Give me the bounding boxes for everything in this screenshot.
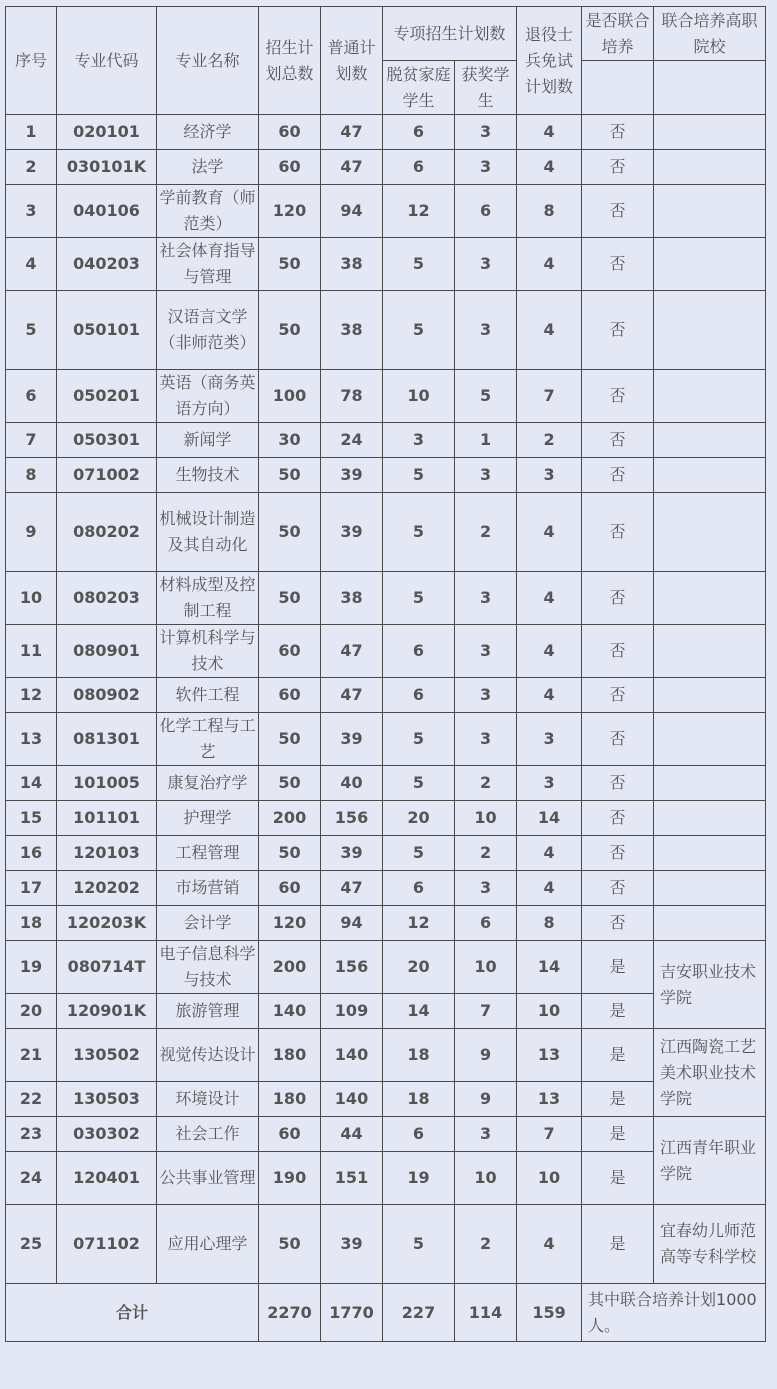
row-general: 140	[321, 1029, 383, 1082]
row-poverty: 5	[383, 238, 455, 291]
row-poverty: 5	[383, 766, 455, 801]
header-partner: 联合培养高职院校	[654, 7, 766, 61]
table-row	[6, 801, 766, 836]
total-label: 合计	[6, 1284, 259, 1342]
row-award: 9	[455, 1082, 517, 1117]
row-poverty: 6	[383, 1117, 455, 1152]
row-code: 020101	[57, 115, 157, 150]
row-total: 50	[259, 836, 321, 871]
row-veteran: 3	[517, 713, 582, 766]
header-total: 招生计划总数	[259, 7, 321, 115]
header-special: 专项招生计划数	[383, 7, 517, 61]
row-award: 10	[455, 801, 517, 836]
row-poverty: 5	[383, 572, 455, 625]
row-poverty: 6	[383, 678, 455, 713]
total-poverty: 227	[383, 1284, 455, 1342]
header-veteran: 退役士兵免试计划数	[517, 7, 582, 115]
row-veteran: 4	[517, 238, 582, 291]
row-veteran: 4	[517, 836, 582, 871]
row-veteran: 3	[517, 766, 582, 801]
row-partner	[654, 871, 766, 906]
row-joint: 是	[582, 1117, 654, 1152]
row-poverty: 5	[383, 836, 455, 871]
row-veteran: 4	[517, 678, 582, 713]
row-award: 3	[455, 713, 517, 766]
row-partner	[654, 625, 766, 678]
row-award: 3	[455, 1117, 517, 1152]
row-partner	[654, 906, 766, 941]
row-poverty: 6	[383, 625, 455, 678]
row-poverty: 19	[383, 1152, 455, 1205]
row-general: 140	[321, 1082, 383, 1117]
row-general: 44	[321, 1117, 383, 1152]
row-general: 47	[321, 871, 383, 906]
row-index: 12	[6, 678, 57, 713]
row-veteran: 13	[517, 1082, 582, 1117]
row-major-name: 视觉传达设计	[157, 1029, 259, 1082]
row-total: 50	[259, 572, 321, 625]
row-code: 120202	[57, 871, 157, 906]
row-veteran: 4	[517, 150, 582, 185]
row-general: 39	[321, 713, 383, 766]
row-general: 78	[321, 370, 383, 423]
row-award: 2	[455, 493, 517, 572]
row-veteran: 4	[517, 1205, 582, 1284]
row-index: 5	[6, 291, 57, 370]
row-major-name: 康复治疗学	[157, 766, 259, 801]
row-total: 50	[259, 238, 321, 291]
row-partner	[654, 493, 766, 572]
row-poverty: 6	[383, 115, 455, 150]
row-general: 151	[321, 1152, 383, 1205]
table-row	[6, 871, 766, 906]
row-general: 39	[321, 458, 383, 493]
row-poverty: 10	[383, 370, 455, 423]
row-partner	[654, 291, 766, 370]
row-poverty: 18	[383, 1082, 455, 1117]
row-joint: 是	[582, 1205, 654, 1284]
row-index: 21	[6, 1029, 57, 1082]
row-total: 120	[259, 185, 321, 238]
row-joint: 否	[582, 801, 654, 836]
row-code: 130503	[57, 1082, 157, 1117]
table-row	[6, 1117, 766, 1152]
row-award: 2	[455, 766, 517, 801]
row-veteran: 10	[517, 1152, 582, 1205]
row-code: 081301	[57, 713, 157, 766]
row-major-name: 旅游管理	[157, 994, 259, 1029]
row-general: 109	[321, 994, 383, 1029]
row-index: 1	[6, 115, 57, 150]
total-award: 114	[455, 1284, 517, 1342]
table-row	[6, 1205, 766, 1284]
row-code: 050201	[57, 370, 157, 423]
row-poverty: 12	[383, 906, 455, 941]
row-partner	[654, 572, 766, 625]
header-code: 专业代码	[57, 7, 157, 115]
table-row	[6, 1082, 766, 1117]
table-row	[6, 713, 766, 766]
row-code: 071102	[57, 1205, 157, 1284]
row-index: 4	[6, 238, 57, 291]
row-joint: 否	[582, 150, 654, 185]
row-code: 040203	[57, 238, 157, 291]
row-general: 94	[321, 185, 383, 238]
row-partner	[654, 150, 766, 185]
row-joint: 否	[582, 115, 654, 150]
row-veteran: 8	[517, 185, 582, 238]
row-major-name: 汉语言文学（非师范类）	[157, 291, 259, 370]
row-major-name: 计算机科学与技术	[157, 625, 259, 678]
row-total: 60	[259, 150, 321, 185]
row-partner	[654, 458, 766, 493]
row-poverty: 5	[383, 493, 455, 572]
row-index: 9	[6, 493, 57, 572]
row-joint: 否	[582, 493, 654, 572]
row-joint: 否	[582, 423, 654, 458]
row-veteran: 7	[517, 1117, 582, 1152]
table-row	[6, 493, 766, 572]
row-joint: 否	[582, 238, 654, 291]
row-award: 3	[455, 115, 517, 150]
row-code: 130502	[57, 1029, 157, 1082]
row-code: 101005	[57, 766, 157, 801]
row-award: 3	[455, 291, 517, 370]
row-joint: 否	[582, 370, 654, 423]
row-major-name: 化学工程与工艺	[157, 713, 259, 766]
row-award: 2	[455, 836, 517, 871]
row-total: 190	[259, 1152, 321, 1205]
row-partner	[654, 836, 766, 871]
row-general: 39	[321, 1205, 383, 1284]
row-code: 050301	[57, 423, 157, 458]
table-row	[6, 370, 766, 423]
row-total: 50	[259, 291, 321, 370]
row-major-name: 社会体育指导与管理	[157, 238, 259, 291]
row-partner	[654, 423, 766, 458]
row-award: 5	[455, 370, 517, 423]
table-row	[6, 291, 766, 370]
table-row	[6, 423, 766, 458]
table-row	[6, 185, 766, 238]
row-major-name: 经济学	[157, 115, 259, 150]
row-award: 3	[455, 625, 517, 678]
row-general: 38	[321, 238, 383, 291]
row-major-name: 环境设计	[157, 1082, 259, 1117]
row-veteran: 7	[517, 370, 582, 423]
row-veteran: 10	[517, 994, 582, 1029]
row-poverty: 5	[383, 291, 455, 370]
table-row	[6, 906, 766, 941]
row-total: 60	[259, 625, 321, 678]
row-award: 3	[455, 572, 517, 625]
row-award: 2	[455, 1205, 517, 1284]
row-partner: 江西青年职业学院	[654, 1117, 766, 1205]
table-row	[6, 625, 766, 678]
row-major-name: 应用心理学	[157, 1205, 259, 1284]
total-note: 其中联合培养计划1000人。	[582, 1284, 766, 1342]
row-veteran: 3	[517, 458, 582, 493]
row-veteran: 2	[517, 423, 582, 458]
row-poverty: 20	[383, 941, 455, 994]
row-general: 39	[321, 836, 383, 871]
row-joint: 否	[582, 906, 654, 941]
row-general: 40	[321, 766, 383, 801]
row-general: 156	[321, 941, 383, 994]
row-veteran: 4	[517, 871, 582, 906]
table-row	[6, 1029, 766, 1082]
enrollment-plan-table	[5, 6, 766, 1342]
row-poverty: 12	[383, 185, 455, 238]
row-code: 080901	[57, 625, 157, 678]
row-partner	[654, 238, 766, 291]
row-joint: 是	[582, 1029, 654, 1082]
row-total: 180	[259, 1029, 321, 1082]
row-total: 60	[259, 871, 321, 906]
row-poverty: 5	[383, 1205, 455, 1284]
row-partner	[654, 766, 766, 801]
row-code: 080902	[57, 678, 157, 713]
row-code: 120103	[57, 836, 157, 871]
row-index: 6	[6, 370, 57, 423]
row-general: 24	[321, 423, 383, 458]
row-index: 13	[6, 713, 57, 766]
row-veteran: 4	[517, 291, 582, 370]
table-body	[6, 115, 766, 1284]
row-total: 50	[259, 1205, 321, 1284]
row-joint: 否	[582, 572, 654, 625]
total-veteran: 159	[517, 1284, 582, 1342]
row-index: 20	[6, 994, 57, 1029]
row-index: 2	[6, 150, 57, 185]
row-joint: 否	[582, 871, 654, 906]
row-code: 050101	[57, 291, 157, 370]
table-row	[6, 458, 766, 493]
row-joint: 否	[582, 836, 654, 871]
row-general: 94	[321, 906, 383, 941]
table-row	[6, 1152, 766, 1205]
row-index: 17	[6, 871, 57, 906]
row-poverty: 14	[383, 994, 455, 1029]
row-general: 47	[321, 115, 383, 150]
row-code: 030302	[57, 1117, 157, 1152]
row-code: 120901K	[57, 994, 157, 1029]
row-poverty: 20	[383, 801, 455, 836]
row-total: 120	[259, 906, 321, 941]
row-veteran: 4	[517, 493, 582, 572]
row-veteran: 13	[517, 1029, 582, 1082]
row-code: 080203	[57, 572, 157, 625]
row-major-name: 市场营销	[157, 871, 259, 906]
row-partner: 宜春幼儿师范高等专科学校	[654, 1205, 766, 1284]
table-row	[6, 994, 766, 1029]
row-total: 100	[259, 370, 321, 423]
row-partner	[654, 678, 766, 713]
row-award: 6	[455, 906, 517, 941]
row-award: 6	[455, 185, 517, 238]
row-partner: 江西陶瓷工艺美术职业技术学院	[654, 1029, 766, 1117]
row-general: 38	[321, 291, 383, 370]
row-index: 22	[6, 1082, 57, 1117]
row-partner	[654, 713, 766, 766]
header-joint-blank	[582, 61, 654, 115]
row-total: 60	[259, 678, 321, 713]
row-code: 040106	[57, 185, 157, 238]
row-award: 10	[455, 1152, 517, 1205]
row-partner	[654, 370, 766, 423]
row-poverty: 18	[383, 1029, 455, 1082]
row-code: 080714T	[57, 941, 157, 994]
row-joint: 是	[582, 941, 654, 994]
row-partner	[654, 801, 766, 836]
row-major-name: 护理学	[157, 801, 259, 836]
row-veteran: 14	[517, 941, 582, 994]
row-joint: 否	[582, 766, 654, 801]
row-general: 47	[321, 678, 383, 713]
header-award: 获奖学生	[455, 61, 517, 115]
row-poverty: 6	[383, 871, 455, 906]
row-award: 7	[455, 994, 517, 1029]
row-code: 080202	[57, 493, 157, 572]
table-row	[6, 678, 766, 713]
row-joint: 是	[582, 1082, 654, 1117]
total-general: 1770	[321, 1284, 383, 1342]
header-partner-blank	[654, 61, 766, 115]
row-joint: 否	[582, 713, 654, 766]
row-major-name: 生物技术	[157, 458, 259, 493]
row-major-name: 软件工程	[157, 678, 259, 713]
row-index: 16	[6, 836, 57, 871]
row-joint: 是	[582, 994, 654, 1029]
row-code: 120401	[57, 1152, 157, 1205]
row-joint: 否	[582, 625, 654, 678]
row-total: 50	[259, 713, 321, 766]
row-award: 3	[455, 238, 517, 291]
table-row	[6, 941, 766, 994]
row-index: 15	[6, 801, 57, 836]
row-major-name: 材料成型及控制工程	[157, 572, 259, 625]
row-total: 50	[259, 458, 321, 493]
row-total: 50	[259, 493, 321, 572]
header-index: 序号	[6, 7, 57, 115]
header-name: 专业名称	[157, 7, 259, 115]
row-joint: 否	[582, 185, 654, 238]
row-major-name: 英语（商务英语方向）	[157, 370, 259, 423]
row-poverty: 3	[383, 423, 455, 458]
total-total: 2270	[259, 1284, 321, 1342]
row-award: 3	[455, 871, 517, 906]
row-major-name: 学前教育（师范类）	[157, 185, 259, 238]
row-index: 3	[6, 185, 57, 238]
row-index: 7	[6, 423, 57, 458]
row-partner: 吉安职业技术学院	[654, 941, 766, 1029]
row-award: 1	[455, 423, 517, 458]
header-poverty: 脱贫家庭学生	[383, 61, 455, 115]
row-total: 180	[259, 1082, 321, 1117]
row-award: 10	[455, 941, 517, 994]
row-award: 9	[455, 1029, 517, 1082]
row-general: 156	[321, 801, 383, 836]
row-joint: 是	[582, 1152, 654, 1205]
row-major-name: 公共事业管理	[157, 1152, 259, 1205]
header-joint: 是否联合培养	[582, 7, 654, 61]
row-total: 30	[259, 423, 321, 458]
table-row	[6, 836, 766, 871]
row-partner	[654, 185, 766, 238]
row-code: 030101K	[57, 150, 157, 185]
row-index: 10	[6, 572, 57, 625]
row-major-name: 新闻学	[157, 423, 259, 458]
row-poverty: 5	[383, 458, 455, 493]
row-major-name: 法学	[157, 150, 259, 185]
row-veteran: 4	[517, 625, 582, 678]
row-index: 19	[6, 941, 57, 994]
row-general: 38	[321, 572, 383, 625]
row-total: 200	[259, 801, 321, 836]
row-veteran: 4	[517, 115, 582, 150]
row-award: 3	[455, 678, 517, 713]
row-general: 47	[321, 150, 383, 185]
table-row	[6, 766, 766, 801]
row-total: 140	[259, 994, 321, 1029]
row-award: 3	[455, 458, 517, 493]
row-major-name: 电子信息科学与技术	[157, 941, 259, 994]
row-total: 60	[259, 115, 321, 150]
row-total: 200	[259, 941, 321, 994]
row-index: 8	[6, 458, 57, 493]
row-award: 3	[455, 150, 517, 185]
row-major-name: 会计学	[157, 906, 259, 941]
row-joint: 否	[582, 678, 654, 713]
row-code: 101101	[57, 801, 157, 836]
header-general: 普通计划数	[321, 7, 383, 115]
row-poverty: 6	[383, 150, 455, 185]
table-row	[6, 238, 766, 291]
row-index: 14	[6, 766, 57, 801]
row-index: 25	[6, 1205, 57, 1284]
row-partner	[654, 115, 766, 150]
row-general: 39	[321, 493, 383, 572]
row-index: 11	[6, 625, 57, 678]
row-total: 60	[259, 1117, 321, 1152]
table-row	[6, 150, 766, 185]
row-veteran: 14	[517, 801, 582, 836]
table-row	[6, 115, 766, 150]
row-poverty: 5	[383, 713, 455, 766]
row-veteran: 8	[517, 906, 582, 941]
row-joint: 否	[582, 458, 654, 493]
row-total: 50	[259, 766, 321, 801]
row-index: 24	[6, 1152, 57, 1205]
row-major-name: 工程管理	[157, 836, 259, 871]
row-index: 23	[6, 1117, 57, 1152]
row-joint: 否	[582, 291, 654, 370]
row-major-name: 机械设计制造及其自动化	[157, 493, 259, 572]
row-general: 47	[321, 625, 383, 678]
row-code: 120203K	[57, 906, 157, 941]
row-index: 18	[6, 906, 57, 941]
row-code: 071002	[57, 458, 157, 493]
row-veteran: 4	[517, 572, 582, 625]
table-row	[6, 572, 766, 625]
row-major-name: 社会工作	[157, 1117, 259, 1152]
